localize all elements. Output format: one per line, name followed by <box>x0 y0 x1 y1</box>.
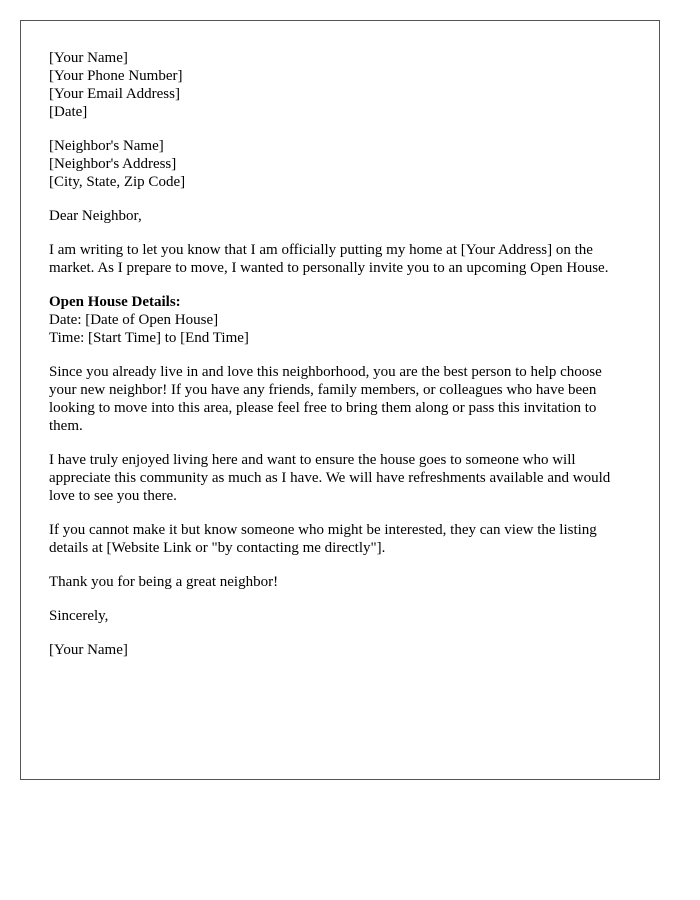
open-house-heading: Open House Details: <box>49 294 181 310</box>
salutation: Dear Neighbor, <box>49 208 142 224</box>
sender-date: [Date] <box>49 104 88 120</box>
sender-email: [Your Email Address] <box>49 86 180 102</box>
neighbor-help-paragraph: Since you already live in and love this neighborhood, you are the best person to help choose your new neighbor! If you have any friends, family members, or colleagues who have been looking to move into this area, please feel free to bring them along or pass this invitation to them. <box>49 364 602 434</box>
recipient-city-state-zip: [City, State, Zip Code] <box>49 174 186 190</box>
intro-paragraph: I am writing to let you know that I am officially putting my home at [Your Address] on the market. As I prepare to move, I wanted to personally invite you to an upcoming Open House. <box>49 242 609 276</box>
letter-page <box>20 20 660 780</box>
open-house-time: Time: [Start Time] to [End Time] <box>49 330 249 346</box>
signature: [Your Name] <box>49 642 128 658</box>
closing: Sincerely, <box>49 608 109 624</box>
sender-name: [Your Name] <box>49 50 128 66</box>
open-house-details <box>49 293 631 347</box>
enjoyed-paragraph: I have truly enjoyed living here and want to ensure the house goes to someone who will appreciate this community as much as I have. We will have refreshments available and would love to see you there. <box>49 452 611 504</box>
sender-phone: [Your Phone Number] <box>49 68 183 84</box>
sender-block <box>49 49 631 121</box>
recipient-block <box>49 137 631 191</box>
recipient-address: [Neighbor's Address] <box>49 156 177 172</box>
open-house-date: Date: [Date of Open House] <box>49 312 219 328</box>
recipient-name: [Neighbor's Name] <box>49 138 164 154</box>
thanks-line: Thank you for being a great neighbor! <box>49 574 279 590</box>
listing-paragraph: If you cannot make it but know someone who might be interested, they can view the listing details at [Website Link or "by contacting me directly"]. <box>49 522 597 556</box>
